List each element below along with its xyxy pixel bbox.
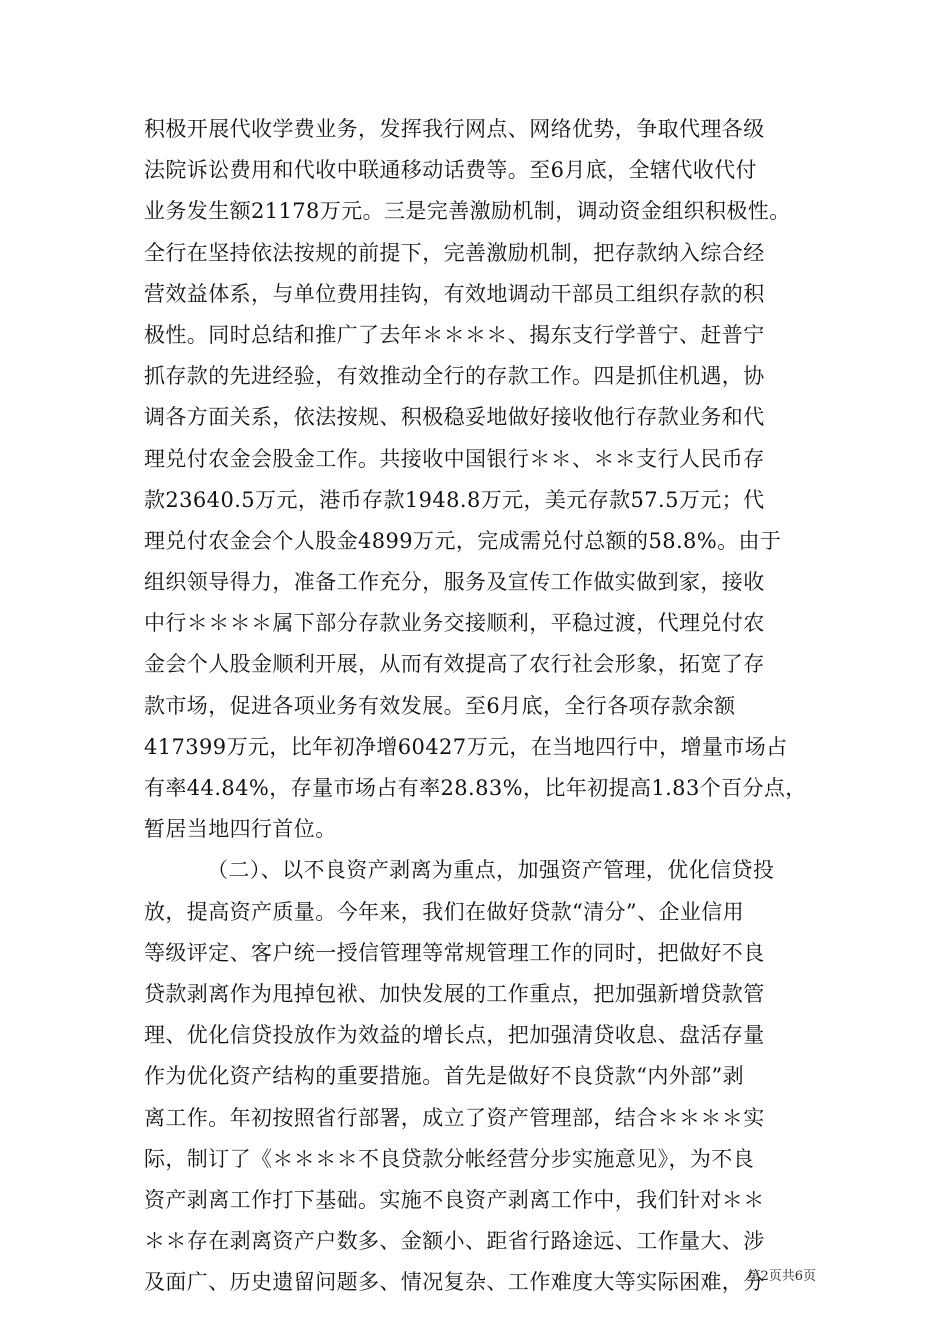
text-line: 调各方面关系，依法按规、积极稳妥地做好接收他行存款业务和代	[144, 405, 765, 430]
text-line: 理兑付农金会股金工作。共接收中国银行＊＊、＊＊支行人民币存	[144, 446, 765, 471]
text-line: 作为优化资产结构的重要措施。首先是做好不良贷款“内外部”剥	[144, 1064, 745, 1089]
text-line: 款23640.5万元，港币存款1948.8万元，美元存款57.5万元；代	[144, 487, 765, 512]
text-line: 积极开展代收学费业务，发挥我行网点、网络优势，争取代理各级	[144, 117, 765, 141]
text-line: 营效益体系，与单位费用挂钩，有效地调动干部员工组织存款的积	[144, 281, 765, 306]
section-heading-line: （二）、以不良资产剥离为重点，加强资产管理，优化信贷投	[207, 858, 775, 883]
text-line: ＊＊存在剥离资产户数多、金额小、距省行路途远、工作量大、涉	[144, 1229, 765, 1254]
text-line: 417399万元，比年初净增60427万元，在当地四行中，增量市场占	[144, 734, 788, 759]
text-line: 法院诉讼费用和代收中联通移动话费等。至6月底，全辖代收代付	[144, 158, 757, 183]
text-line: 极性。同时总结和推广了去年＊＊＊＊、揭东支行学普宁、赶普宁	[144, 322, 765, 347]
document-body	[144, 109, 816, 1303]
text-line: 抓存款的先进经验，有效推动全行的存款工作。四是抓住机遇，协	[144, 364, 765, 389]
text-line: 组织领导得力，准备工作充分，服务及宣传工作做实做到家，接收	[144, 570, 765, 595]
text-line: 暂居当地四行首位。	[144, 817, 337, 842]
text-line: 全行在坚持依法按规的前提下，完善激励机制，把存款纳入综合经	[144, 240, 765, 265]
text-line: 有率44.84%，存量市场占有率28.83%，比年初提高1.83个百分点，	[144, 776, 807, 800]
text-line: 中行＊＊＊＊属下部分存款业务交接顺利，平稳过渡，代理兑付农	[144, 611, 765, 636]
text-line: 际，制订了《＊＊＊＊不良贷款分帐经营分步实施意见》，为不良	[144, 1146, 755, 1171]
text-line: 资产剥离工作打下基础。实施不良资产剥离工作中，我们针对＊＊	[144, 1187, 765, 1212]
text-line: 放，提高资产质量。今年来，我们在做好贷款“清分”、企业信用	[144, 899, 745, 924]
text-line: 理兑付农金会个人股金4899万元，完成需兑付总额的58.8%。由于	[144, 528, 782, 553]
text-line: 离工作。年初按照省行部署，成立了资产管理部，结合＊＊＊＊实	[144, 1105, 765, 1130]
text-line: 理、优化信贷投放作为效益的增长点，把加强清贷收息、盘活存量	[144, 1023, 765, 1048]
text-line: 款市场，促进各项业务有效发展。至6月底，全行各项存款余额	[144, 693, 736, 718]
text-line: 业务发生额21178万元。三是完善激励机制，调动资金组织积极性。	[144, 199, 791, 224]
text-line: 贷款剥离作为甩掉包袱、加快发展的工作重点，把加强新增贷款管	[144, 981, 765, 1006]
text-line: 及面广、历史遗留问题多、情况复杂、工作难度大等实际困难，分	[144, 1270, 765, 1295]
text-line: 等级评定、客户统一授信管理等常规管理工作的同时，把做好不良	[144, 940, 765, 965]
text-line: 金会个人股金顺利开展，从而有效提高了农行社会形象，拓宽了存	[144, 652, 765, 677]
page-number-footer: 第2页共6页	[747, 1269, 816, 1284]
